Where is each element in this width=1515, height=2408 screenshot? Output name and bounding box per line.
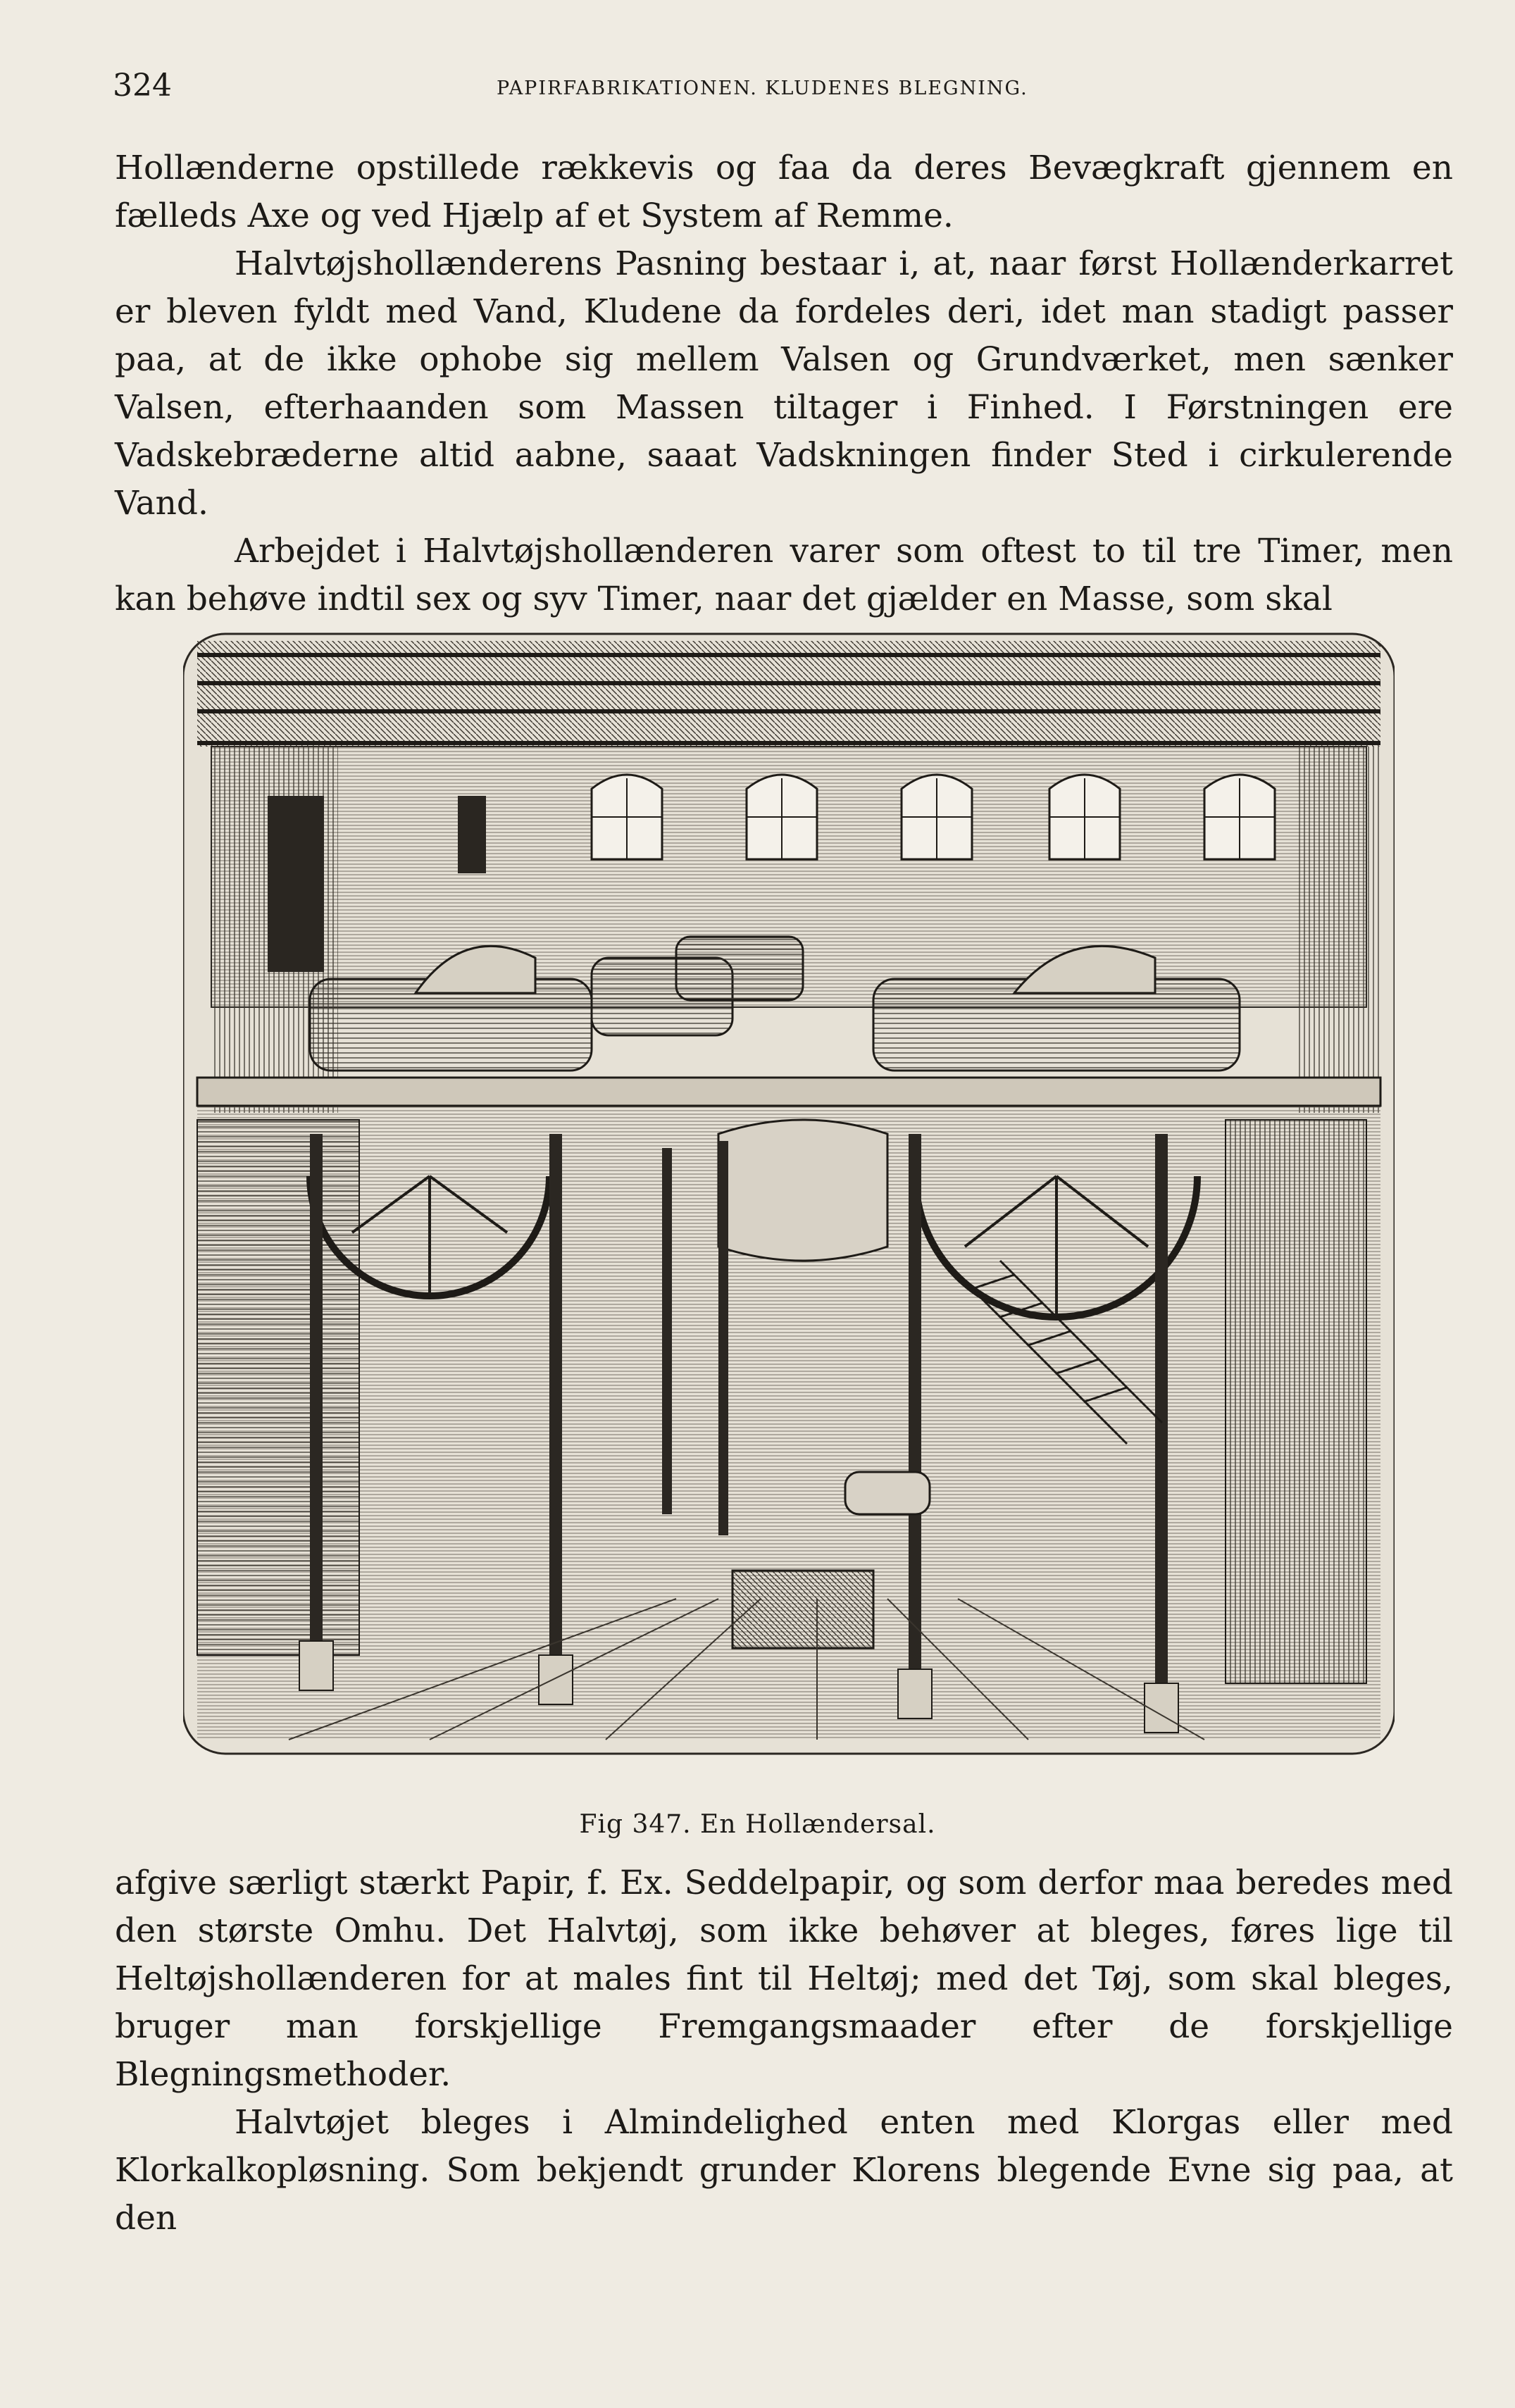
figure-hollander-hall	[183, 627, 1395, 1782]
paragraph: Halvtøjshollænderens Pasning bestaar i, at, naar først Hollænderkarret er bleven fyldt med Vand, Kludene da fordeles deri, idet man stadigt passer paa, at de ikke ophobe sig mellem Valsen og Grundværket, men sænker Valsen, efterhaanden som Massen tiltager i Finhed. I Førstningen ere Vadskebræderne altid aabne, saaat Vadskningen finder Sted i cirkulerende Vand.	[115, 244, 1453, 523]
doorway	[268, 796, 324, 972]
drive-machine	[732, 1571, 873, 1648]
running-title: PAPIRFABRIKATIONEN. KLUDENES BLEGNING.	[497, 77, 1028, 99]
paragraph: Arbejdet i Halvtøjshollænderen varer som oftest to til tre Timer, men kan behøve indtil sex og syv Timer, naar det gjælder en Masse, som skal	[115, 532, 1453, 618]
engraving-illustration	[183, 627, 1395, 1782]
shutters	[197, 1120, 359, 1655]
page-header	[113, 68, 1451, 110]
floor-slab	[197, 1078, 1380, 1106]
wall-niche	[458, 796, 486, 873]
figure-caption: Fig 347. En Hollændersal.	[579, 1810, 936, 1839]
paragraph: Hollænderne opstillede rækkevis og faa da deres Bevægkraft gjennem en fælleds Axe og ved Hjælp af et System af Remme.	[115, 149, 1453, 235]
paragraph: afgive særligt stærkt Papir, f. Ex. Seddelpapir, og som derfor maa beredes med den største Omhu. Det Halvtøj, som ikke behøver at bleges, føres lige til Heltøjshollænderen for at males fint til Heltøj; med det Tøj, som skal bleges, bruger man forskjellige Fremgangsmaader efter de forskjellige Blegningsmethoder.	[115, 1864, 1453, 2094]
text-block-top	[115, 144, 1453, 623]
roller	[845, 1472, 930, 1514]
paragraph: Halvtøjet bleges i Almindelighed enten med Klorgas eller med Klorkalkopløsning. Som bekjendt grunder Klorens blegende Evne sig paa, at den	[115, 2103, 1453, 2238]
page-number: 324	[113, 68, 172, 104]
vat	[718, 1120, 887, 1261]
right-wall	[1296, 747, 1380, 1113]
text-block-bottom	[115, 1859, 1453, 2242]
right-pillar-wall	[1226, 1120, 1366, 1683]
